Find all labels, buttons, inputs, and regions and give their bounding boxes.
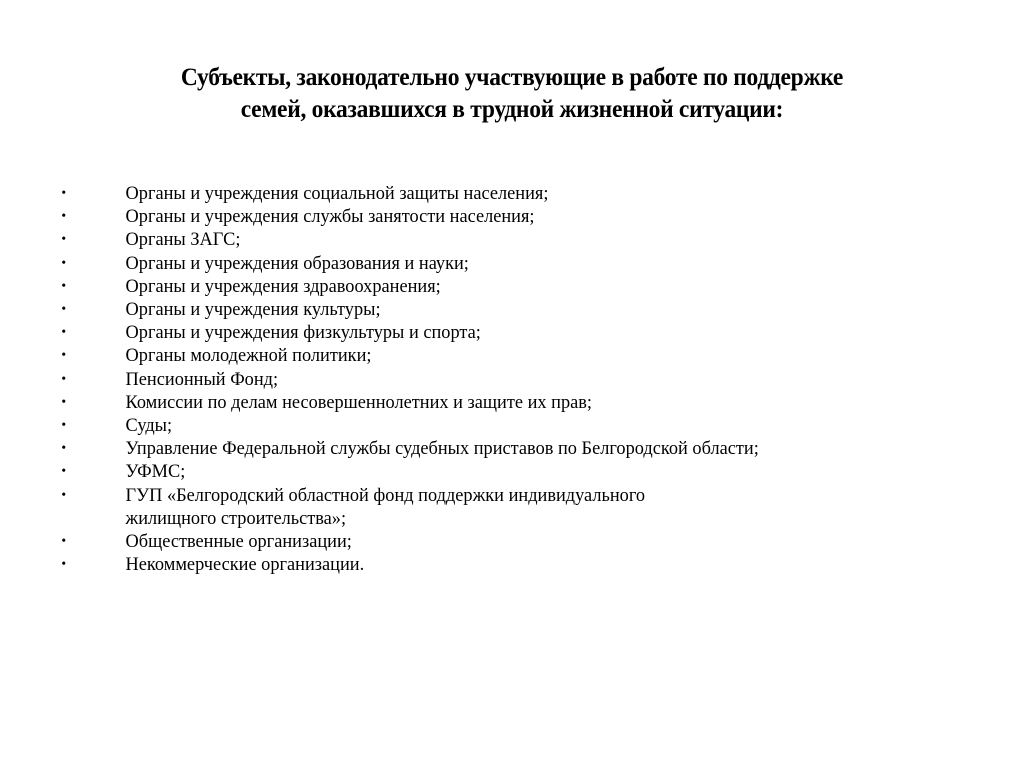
list-item-text: Комиссии по делам несовершеннолетних и защите их прав; xyxy=(125,391,593,413)
list-item-text: Некоммерческие организации. xyxy=(125,554,365,576)
list-item-text: Суды; xyxy=(125,415,173,437)
bullet-icon: • xyxy=(61,232,67,248)
bullet-icon: • xyxy=(61,348,67,364)
bullet-icon: • xyxy=(61,464,67,480)
slide-title xyxy=(87,62,937,126)
bullet-icon: • xyxy=(61,441,67,457)
list-item xyxy=(58,182,955,205)
bullet-icon: • xyxy=(61,534,67,550)
list-item xyxy=(58,205,955,228)
list-item xyxy=(58,414,955,437)
list-item-text: Органы и учреждения здравоохранения; xyxy=(125,275,441,297)
bullet-icon: • xyxy=(61,371,67,387)
list-item xyxy=(58,368,955,391)
list-item xyxy=(58,460,955,483)
list-item xyxy=(58,344,955,367)
bullet-icon: • xyxy=(61,278,67,294)
list-item-text: Органы и учреждения службы занятости населения; xyxy=(125,206,535,228)
subjects-list xyxy=(58,182,988,576)
list-item-text: Органы и учреждения социальной защиты населения; xyxy=(125,183,549,204)
title-line-2: семей, оказавшихся в трудной жизненной ситуации: xyxy=(240,96,784,123)
list-item xyxy=(58,275,955,298)
list-item xyxy=(58,484,955,530)
bullet-icon: • xyxy=(61,557,67,573)
list-item xyxy=(58,391,955,414)
bullet-icon: • xyxy=(61,186,67,201)
list-item-text: УФМС; xyxy=(125,461,186,483)
list-item xyxy=(58,553,955,576)
list-item-text: Органы молодежной политики; xyxy=(125,345,372,367)
title-line-1: Субъекты, законодательно участвующие в работе по поддержке xyxy=(180,64,844,91)
list-item-text: Органы и учреждения физкультуры и спорта; xyxy=(125,322,481,344)
list-item xyxy=(58,252,955,275)
list-item xyxy=(58,321,955,344)
list-item-text: Органы ЗАГС; xyxy=(125,229,241,251)
list-item-text: ГУП «Белгородский областной фонд поддержки индивидуального жилищного строительства»; xyxy=(125,484,646,529)
list-item xyxy=(58,298,955,321)
list-item xyxy=(58,228,955,251)
list-item-text: Органы и учреждения культуры; xyxy=(125,299,381,321)
list-item-text: Органы и учреждения образования и науки; xyxy=(125,252,469,274)
bullet-icon: • xyxy=(61,487,67,503)
bullet-icon: • xyxy=(61,394,67,410)
bullet-icon: • xyxy=(61,255,67,271)
list-item-text: Пенсионный Фонд; xyxy=(125,368,279,390)
bullet-icon: • xyxy=(61,209,67,225)
bullet-icon: • xyxy=(61,325,67,341)
bullet-icon: • xyxy=(61,418,67,434)
list-item-text: Общественные организации; xyxy=(125,531,352,553)
bullet-icon: • xyxy=(61,302,67,318)
list-item xyxy=(58,530,955,553)
list-item xyxy=(58,437,955,460)
list-item-text: Управление Федеральной службы судебных приставов по Белгородской области; xyxy=(125,438,759,460)
